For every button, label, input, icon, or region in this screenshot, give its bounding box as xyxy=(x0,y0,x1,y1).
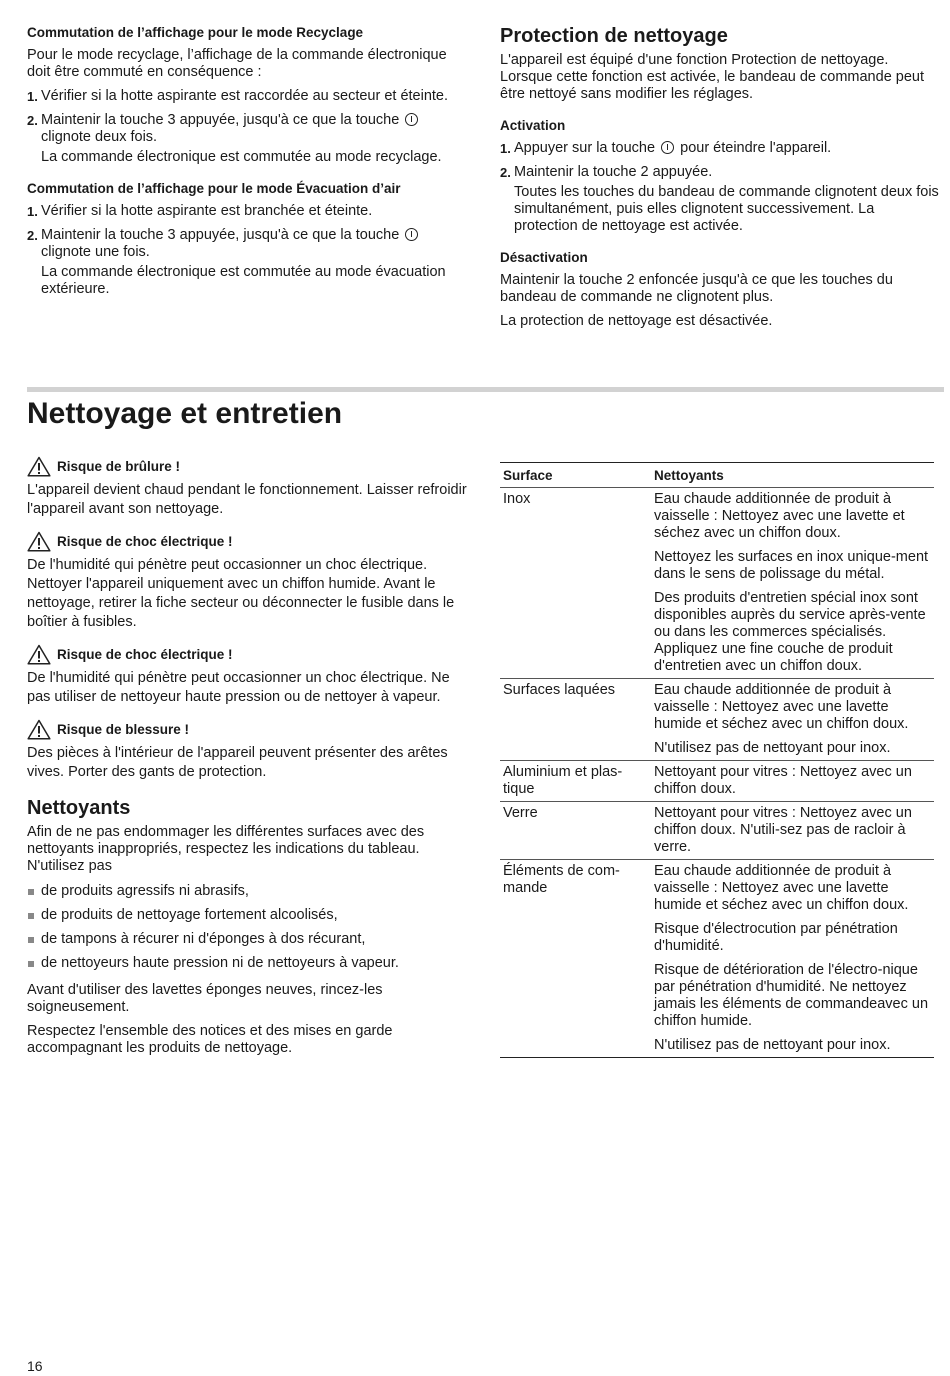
warning-triangle-icon xyxy=(27,719,51,740)
step-item xyxy=(27,203,467,220)
step-text: pour éteindre l'appareil. xyxy=(680,140,832,156)
step-item xyxy=(500,164,940,235)
step-text: Vérifier si la hotte aspirante est raccordée au secteur et éteinte. xyxy=(41,88,449,104)
table-cell-nettoyants xyxy=(651,802,934,860)
deactivation-heading: Désactivation xyxy=(500,250,588,265)
deactivation-result: La protection de nettoyage est désactivée. xyxy=(500,313,773,329)
step-number: 2. xyxy=(27,113,38,128)
evacuation-steps xyxy=(27,203,467,298)
table-cell-nettoyants xyxy=(651,679,934,761)
step-item xyxy=(27,227,467,298)
step-result: La commande électronique est commutée au mode évacuation extérieure. xyxy=(41,264,446,297)
warning-heading xyxy=(27,456,472,477)
cell-paragraph: Risque de détérioration de l'électro-nique par pénétration d'humidité. Ne nettoyez jamais les éléments de commandeavec un chiffon humide. xyxy=(654,962,929,1029)
power-icon xyxy=(405,228,418,241)
cell-paragraph: Risque d'électrocution par pénétration d'humidité. xyxy=(654,921,898,954)
recyclage-heading: Commutation de l’affichage pour le mode Recyclage xyxy=(27,25,364,40)
table-cell-nettoyants xyxy=(651,860,934,1058)
page-number: 16 xyxy=(27,1358,43,1374)
table-row xyxy=(500,802,934,860)
recyclage-steps xyxy=(27,88,467,166)
activation-heading: Activation xyxy=(500,118,566,133)
nettoyants-list xyxy=(27,883,472,972)
step-text: Maintenir la touche 3 appuyée, jusqu'à ce que la touche xyxy=(41,227,400,243)
table-row xyxy=(500,860,934,1058)
table-cell-surface: Verre xyxy=(500,802,651,860)
step-text: Appuyer sur la touche xyxy=(514,140,656,156)
left-column-bottom xyxy=(27,456,472,1064)
evacuation-heading: Commutation de l’affichage pour le mode Évacuation d’air xyxy=(27,181,401,196)
cell-paragraph: Eau chaude additionnée de produit à vaisselle : Nettoyez avec une lavette humide et séchez avec un chiffon doux. xyxy=(654,863,909,913)
warning-title: Risque de blessure ! xyxy=(57,722,190,737)
cell-paragraph: Eau chaude additionnée de produit à vaisselle : Nettoyez avec une lavette humide et séchez avec un chiffon doux. xyxy=(654,682,909,732)
table-cell-surface: Inox xyxy=(500,488,651,679)
step-result: La commande électronique est commutée au mode recyclage. xyxy=(41,149,442,165)
main-heading: Nettoyage et entretien xyxy=(27,397,343,430)
table-cell-surface: Aluminium et plas-tique xyxy=(500,761,651,802)
warning-text: De l'humidité qui pénètre peut occasionner un choc électrique. Nettoyer l'appareil uniquement avec un chiffon humide. Avant le nettoyage, retirer la fiche secteur ou déconnecter le fusible dans le boîtier à fusibles. xyxy=(27,557,455,630)
step-number: 2. xyxy=(500,165,511,180)
list-item: de nettoyeurs haute pression ni de nettoyeurs à vapeur. xyxy=(27,955,472,972)
deactivation-text: Maintenir la touche 2 enfoncée jusqu'à ce que les touches du bandeau de commande ne clignotent plus. xyxy=(500,272,893,305)
nettoyants-paragraph: Respectez l'ensemble des notices et des mises en garde accompagnant les produits de nettoyage. xyxy=(27,1023,393,1056)
step-item xyxy=(500,140,940,157)
warning-text: L'appareil devient chaud pendant le fonctionnement. Laisser refroidir l'appareil avant son nettoyage. xyxy=(27,482,467,517)
nettoyants-heading: Nettoyants xyxy=(27,797,131,819)
recyclage-intro: Pour le mode recyclage, l’affichage de la commande électronique doit être commuté en conséquence : xyxy=(27,47,447,80)
cell-paragraph: N'utilisez pas de nettoyant pour inox. xyxy=(654,740,891,756)
table-header-nettoyants: Nettoyants xyxy=(651,463,934,488)
step-result: Toutes les touches du bandeau de commande clignotent deux fois simultanément, puis elles clignotent successivement. La protection de nettoyage est activée. xyxy=(514,184,939,234)
warning-title: Risque de choc électrique ! xyxy=(57,534,233,549)
cleaning-table xyxy=(500,462,934,1058)
warning-text: Des pièces à l'intérieur de l'appareil peuvent présenter des arêtes vives. Porter des gants de protection. xyxy=(27,745,448,780)
step-text: Vérifier si la hotte aspirante est branchée et éteinte. xyxy=(41,203,373,219)
list-item: de produits agressifs ni abrasifs, xyxy=(27,883,472,900)
table-cell-surface: Éléments de com-mande xyxy=(500,860,651,1058)
warning-heading xyxy=(27,719,472,740)
right-column-top xyxy=(500,24,940,337)
list-item: de produits de nettoyage fortement alcoolisés, xyxy=(27,907,472,924)
table-row xyxy=(500,679,934,761)
step-text: Maintenir la touche 3 appuyée, jusqu'à ce que la touche xyxy=(41,112,400,128)
table-cell-nettoyants xyxy=(651,761,934,802)
step-text: clignote deux fois. xyxy=(41,129,158,145)
cell-paragraph: Nettoyez les surfaces en inox unique-ment dans le sens de polissage du métal. xyxy=(654,549,929,582)
warning-heading xyxy=(27,531,472,552)
activation-steps xyxy=(500,140,940,235)
warning-block xyxy=(27,531,472,632)
nettoyants-intro: Afin de ne pas endommager les différentes surfaces avec des nettoyants inappropriés, respectez les indications du tableau. N'utilisez pas xyxy=(27,824,425,874)
warning-block xyxy=(27,456,472,519)
table-header-surface: Surface xyxy=(500,463,651,488)
step-text: Maintenir la touche 2 appuyée. xyxy=(514,164,713,180)
cell-paragraph: Nettoyant pour vitres : Nettoyez avec un chiffon doux. xyxy=(654,764,912,797)
warning-block xyxy=(27,644,472,707)
protection-intro: L'appareil est équipé d'une fonction Protection de nettoyage. Lorsque cette fonction est activée, le bandeau de commande peut être nettoyé sans modifier les réglages. xyxy=(500,52,925,102)
warning-title: Risque de choc électrique ! xyxy=(57,647,233,662)
step-number: 1. xyxy=(27,89,38,104)
warning-text: De l'humidité qui pénètre peut occasionner un choc électrique. Ne pas utiliser de nettoyeur haute pression ou de nettoyer à vapeur. xyxy=(27,670,450,705)
protection-heading: Protection de nettoyage xyxy=(500,25,728,47)
step-item xyxy=(27,88,467,105)
table-cell-nettoyants xyxy=(651,488,934,679)
section-divider xyxy=(27,387,944,392)
warning-triangle-icon xyxy=(27,531,51,552)
warning-title: Risque de brûlure ! xyxy=(57,459,181,474)
cell-paragraph: Nettoyant pour vitres : Nettoyez avec un chiffon doux. N'utili-sez pas de racloir à verre. xyxy=(654,805,912,855)
cell-paragraph: Des produits d'entretien spécial inox sont disponibles auprès du service après-vente ou dans les commerces spécialisés. Appliquez une fine couche de produit d'entretien avec un chiffon doux. xyxy=(654,590,926,674)
warning-heading xyxy=(27,644,472,665)
cell-paragraph: N'utilisez pas de nettoyant pour inox. xyxy=(654,1037,891,1053)
left-column-top xyxy=(27,24,467,312)
table-row xyxy=(500,761,934,802)
list-item: de tampons à récurer ni d'éponges à dos récurant, xyxy=(27,931,472,948)
table-cell-surface: Surfaces laquées xyxy=(500,679,651,761)
cell-paragraph: Eau chaude additionnée de produit à vaisselle : Nettoyez avec une lavette et séchez avec un chiffon doux. xyxy=(654,491,905,541)
step-number: 1. xyxy=(27,204,38,219)
warning-triangle-icon xyxy=(27,644,51,665)
step-item xyxy=(27,112,467,166)
nettoyants-paragraph: Avant d'utiliser des lavettes éponges neuves, rincez-les soigneusement. xyxy=(27,982,383,1015)
step-number: 1. xyxy=(500,141,511,156)
step-text: clignote une fois. xyxy=(41,244,150,260)
power-icon xyxy=(405,113,418,126)
warning-block xyxy=(27,719,472,782)
step-number: 2. xyxy=(27,228,38,243)
table-row xyxy=(500,488,934,679)
power-icon xyxy=(661,141,674,154)
warning-triangle-icon xyxy=(27,456,51,477)
table-header-row xyxy=(500,463,934,488)
